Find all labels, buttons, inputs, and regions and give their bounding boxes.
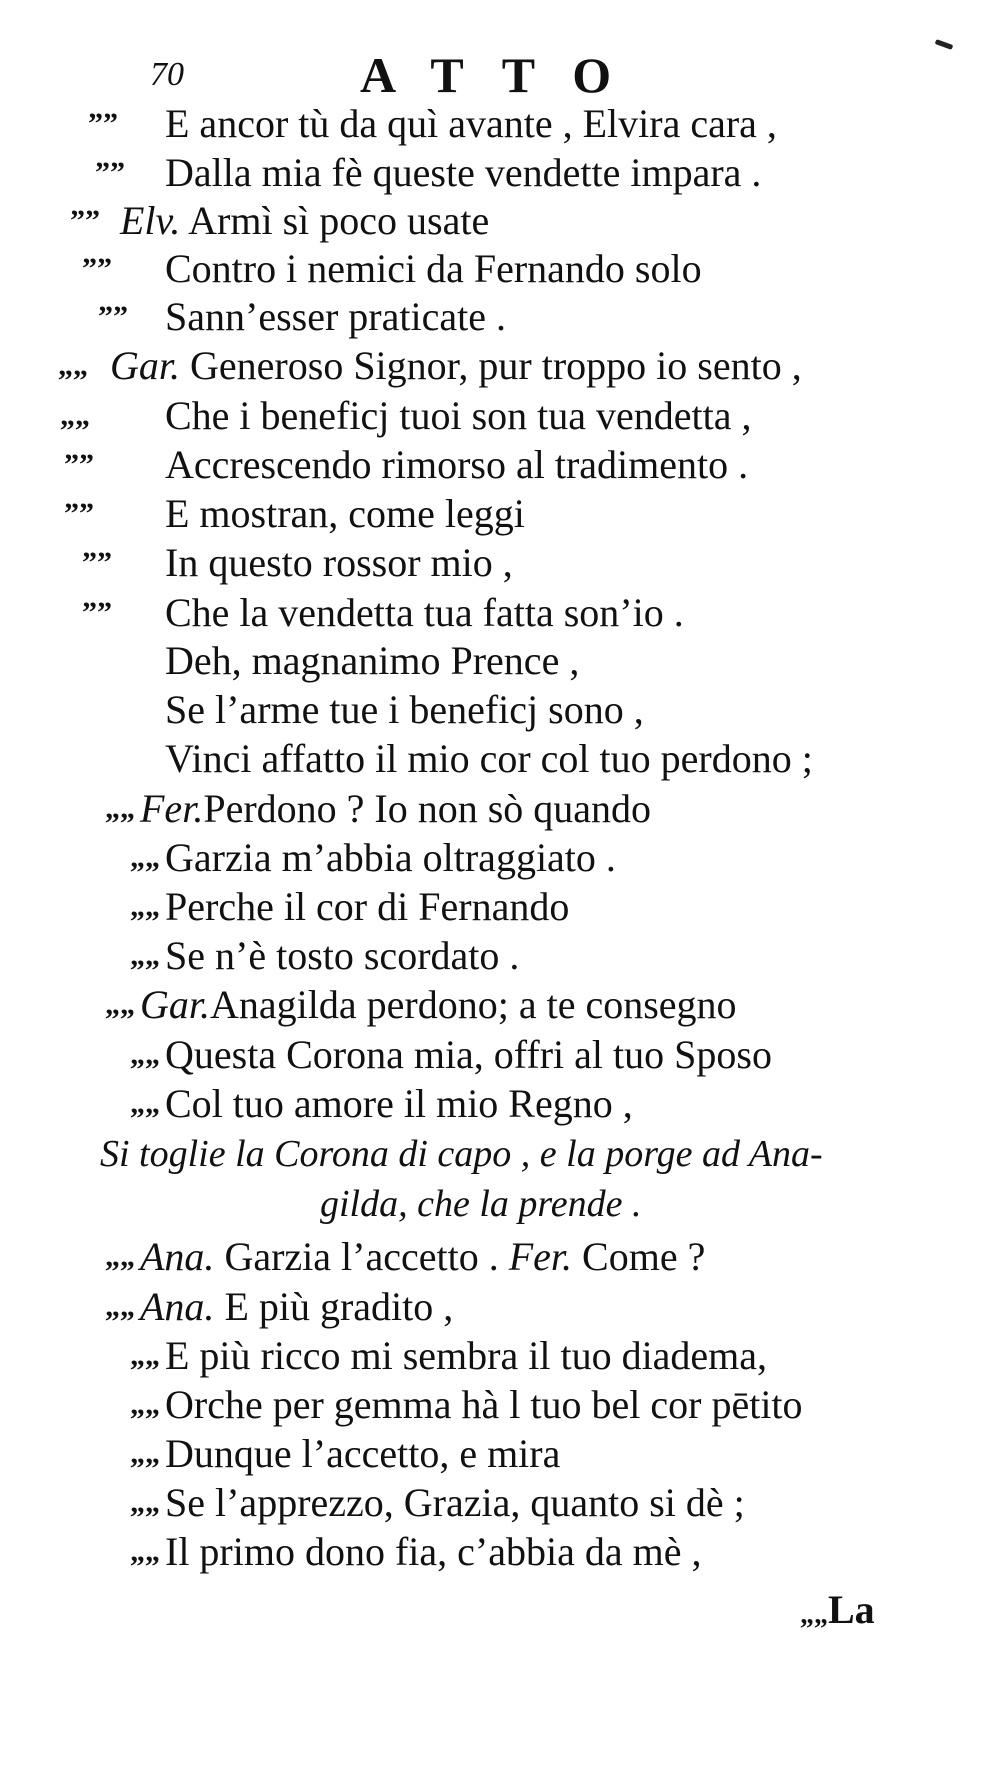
stage-direction-line-1: Si toglie la Corona di capo , e la porge ad Ana- [100, 1133, 823, 1175]
verse-line [140, 785, 651, 833]
verse-text: In questo rossor mio , [165, 540, 513, 585]
verse-line [165, 245, 702, 293]
quotation-mark: „„ [105, 1240, 135, 1273]
verse-text: Che la vendetta tua fatta son’io . [165, 590, 684, 635]
quotation-mark: „„ [130, 1087, 160, 1120]
verse-text: Questa Corona mia, offri al tuo Sposo [165, 1032, 772, 1077]
verse-text: Garzia l’accetto . [214, 1234, 509, 1279]
quotation-mark: „„ [130, 939, 160, 972]
verse-line [140, 1283, 453, 1331]
verse-line [165, 1430, 560, 1478]
verse-line [120, 197, 489, 245]
stage-direction-line-2: gilda, che la prende . [320, 1183, 642, 1225]
verse-line [165, 932, 519, 980]
verse-text: Garzia m’abbia oltraggiato . [165, 835, 616, 880]
speaker-label: Gar. [110, 343, 181, 388]
verse-text: Contro i nemici da Fernando solo [165, 246, 702, 291]
verse-line [140, 1233, 705, 1281]
quotation-mark: ”” [82, 596, 112, 629]
quotation-mark: „„ [130, 1388, 160, 1421]
verse-line [165, 1528, 701, 1576]
verse-line [165, 490, 525, 538]
verse-line [165, 392, 752, 440]
verse-line [165, 589, 684, 637]
quotation-mark: „„ [58, 349, 88, 382]
verse-text: Il primo dono fia, c’abbia da mè , [165, 1529, 702, 1574]
speaker-label: Fer. [508, 1234, 573, 1279]
verse-text: Col tuo amore il mio Regno , [165, 1081, 633, 1126]
quotation-mark: „„ [130, 890, 160, 923]
quotation-mark: ”” [95, 156, 125, 189]
verse-line [165, 149, 761, 197]
quotation-mark: „„ [60, 399, 90, 432]
quotation-mark: „„ [130, 1339, 160, 1372]
verse-text: E più ricco mi sembra il tuo diadema, [165, 1333, 768, 1378]
verse-line [165, 686, 644, 734]
speaker-label: Elv. [120, 198, 181, 243]
verse-line [165, 1080, 633, 1128]
quotation-mark: „„ [105, 988, 135, 1021]
verse-line [165, 1479, 745, 1527]
verse-text: Perche il cor di Fernando [165, 884, 570, 929]
verse-line [165, 1031, 772, 1079]
verse-text: Dunque l’accetto, e mira [165, 1431, 561, 1476]
verse-text: E più gradito , [214, 1284, 454, 1329]
quotation-mark: „„ [130, 1038, 160, 1071]
speaker-label: Ana. [140, 1284, 215, 1329]
verse-text: Accrescendo rimorso al tradimento . [165, 442, 749, 487]
verse-text: Che i beneficj tuoi son tua vendetta , [165, 393, 752, 438]
verse-line [165, 1332, 767, 1380]
catchword [800, 1586, 875, 1633]
catchword-quote-mark: „„ [800, 1599, 828, 1630]
verse-text: Dalla mia fè queste vendette impara . [165, 150, 762, 195]
quotation-mark: „„ [130, 1486, 160, 1519]
verse-line [110, 342, 802, 390]
ink-speck [935, 39, 954, 50]
quotation-mark: ”” [82, 252, 112, 285]
verse-text: Vinci affatto il mio cor col tuo perdono ; [165, 736, 813, 781]
quotation-mark: „„ [130, 1535, 160, 1568]
quotation-mark: ”” [64, 497, 94, 530]
verse-text: Se l’apprezzo, Grazia, quanto si dè ; [165, 1480, 745, 1525]
quotation-mark: „„ [130, 1437, 160, 1470]
quotation-mark: „„ [105, 1290, 135, 1323]
speaker-label: Fer. [140, 786, 204, 831]
speaker-label: Ana. [140, 1234, 215, 1279]
verse-text: Sann’esser praticate . [165, 294, 506, 339]
running-head: ATTO [360, 47, 650, 103]
quotation-mark: ”” [88, 107, 118, 140]
page-header [150, 46, 750, 106]
verse-text: E ancor tù da quì avante , Elvira cara , [165, 101, 777, 146]
verse-text: Anagilda perdono; a te consegno [210, 982, 737, 1027]
verse-line [165, 100, 777, 148]
verse-text: Orche per gemma hà l tuo bel cor pētito [165, 1382, 803, 1427]
verse-text: Generoso Signor, pur troppo io sento , [180, 343, 802, 388]
page-number: 70 [150, 56, 184, 93]
verse-text: Perdono ? Io non sò quando [203, 786, 652, 831]
verse-line [165, 293, 506, 341]
verse-line [165, 883, 569, 931]
verse-line [165, 834, 616, 882]
verse-line [165, 1381, 803, 1429]
verse-text: Armì sì poco usate [180, 198, 490, 243]
quotation-mark: „„ [130, 841, 160, 874]
verse-text: Se l’arme tue i beneficj sono , [165, 687, 644, 732]
quotation-mark: ”” [70, 204, 100, 237]
verse-line [165, 637, 579, 685]
quotation-mark: ”” [98, 300, 128, 333]
catchword-text: La [828, 1587, 875, 1632]
verse-line [165, 735, 813, 783]
verse-text: Come ? [572, 1234, 706, 1279]
verse-text: Se n’è tosto scordato . [165, 933, 520, 978]
quotation-mark: ”” [64, 448, 94, 481]
quotation-mark: „„ [105, 792, 135, 825]
quotation-mark: ”” [82, 546, 112, 579]
verse-text: Deh, magnanimo Prence , [165, 638, 580, 683]
verse-line [165, 441, 748, 489]
verse-line [165, 539, 513, 587]
verse-line [140, 981, 737, 1029]
verse-text: E mostran, come leggi [165, 491, 525, 536]
speaker-label: Gar. [140, 982, 211, 1027]
